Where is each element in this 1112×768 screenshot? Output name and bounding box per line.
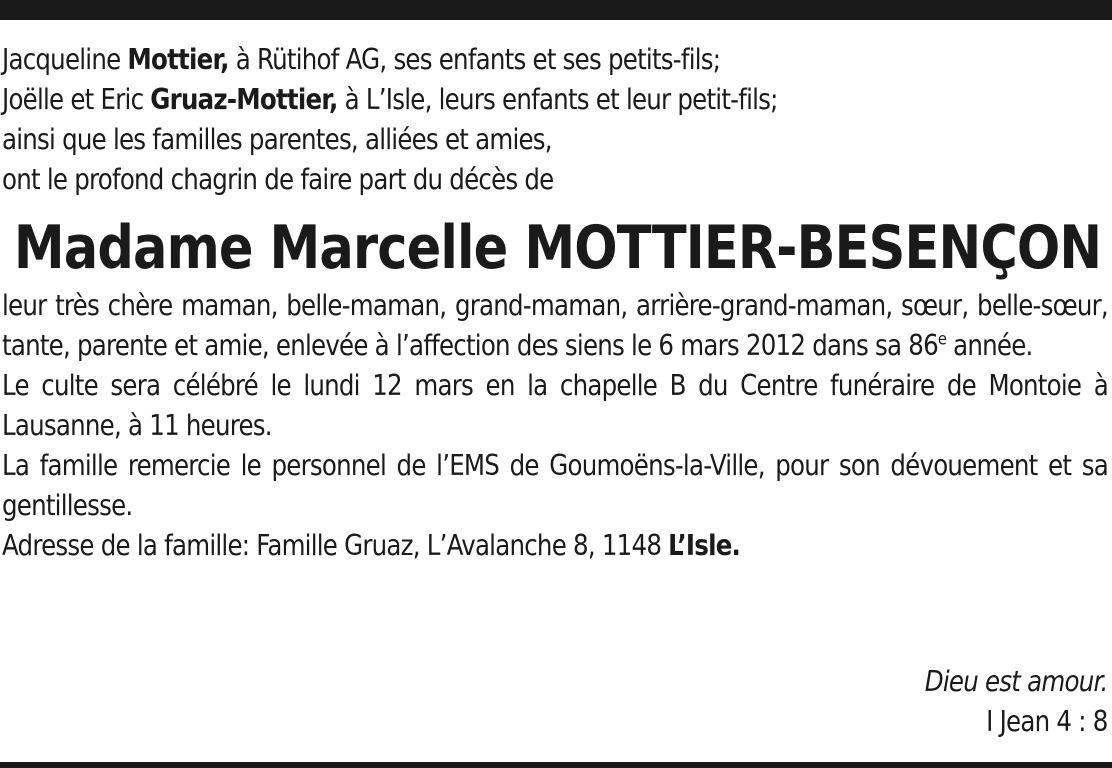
- intro-line-1-family-name: Mottier,: [127, 43, 229, 76]
- intro-line-2-family-name: Gruaz-Mottier,: [150, 83, 338, 116]
- intro-line-4: ont le profond chagrin de faire part du décès de: [2, 163, 554, 196]
- intro-line-2-text-end: à L’Isle, leurs enfants et leur petit-fils;: [337, 83, 778, 116]
- family-address-text: Adresse de la famille: Famille Gruaz, L’Avalanche 8, 1148: [2, 529, 669, 562]
- intro-line-1: [2, 40, 953, 80]
- body-paragraph-3: La famille remercie le personnel de l’EMS de Goumoëns-la-Ville, pour son dévouement et sa gentillesse.: [2, 449, 1108, 522]
- intro-line-3: ainsi que les familles parentes, alliées et amies,: [2, 123, 552, 156]
- body-paragraph-2: Le culte sera célébré le lundi 12 mars en la chapelle B du Centre funéraire de Montoie à Lausanne, à 11 heures.: [2, 369, 1108, 442]
- body-paragraph-1-text-end: année.: [946, 329, 1033, 362]
- family-address-town: L’Isle.: [668, 529, 741, 562]
- body-paragraph-4: [2, 526, 1108, 566]
- bottom-rule: [0, 762, 1112, 768]
- intro-line-2: [2, 80, 953, 120]
- notice-body: [2, 286, 1108, 566]
- verse-text: Dieu est amour.: [925, 665, 1108, 698]
- top-rule: [0, 0, 1112, 20]
- ordinal-superscript: e: [937, 329, 947, 350]
- obituary-notice: [2, 40, 1108, 566]
- body-paragraph-1-text: leur très chère maman, belle-maman, grand-maman, arrière-grand-maman, sœur, belle-sœur, tante, parente et amie, enlevée à l’affection des siens le 6 mars 2012 dans sa 86: [2, 289, 1108, 362]
- body-paragraph-1: [2, 286, 1108, 366]
- bible-verse: [925, 662, 1108, 742]
- intro-line-2-text: Joëlle et Eric: [2, 83, 151, 116]
- verse-reference: I Jean 4 : 8: [986, 705, 1108, 738]
- deceased-name: Madame Marcelle MOTTIER-BESENÇON: [13, 213, 1102, 283]
- intro-line-1-text-end: à Rütihof AG, ses enfants et ses petits-fils;: [228, 43, 721, 76]
- intro-line-1-text: Jacqueline: [2, 43, 128, 76]
